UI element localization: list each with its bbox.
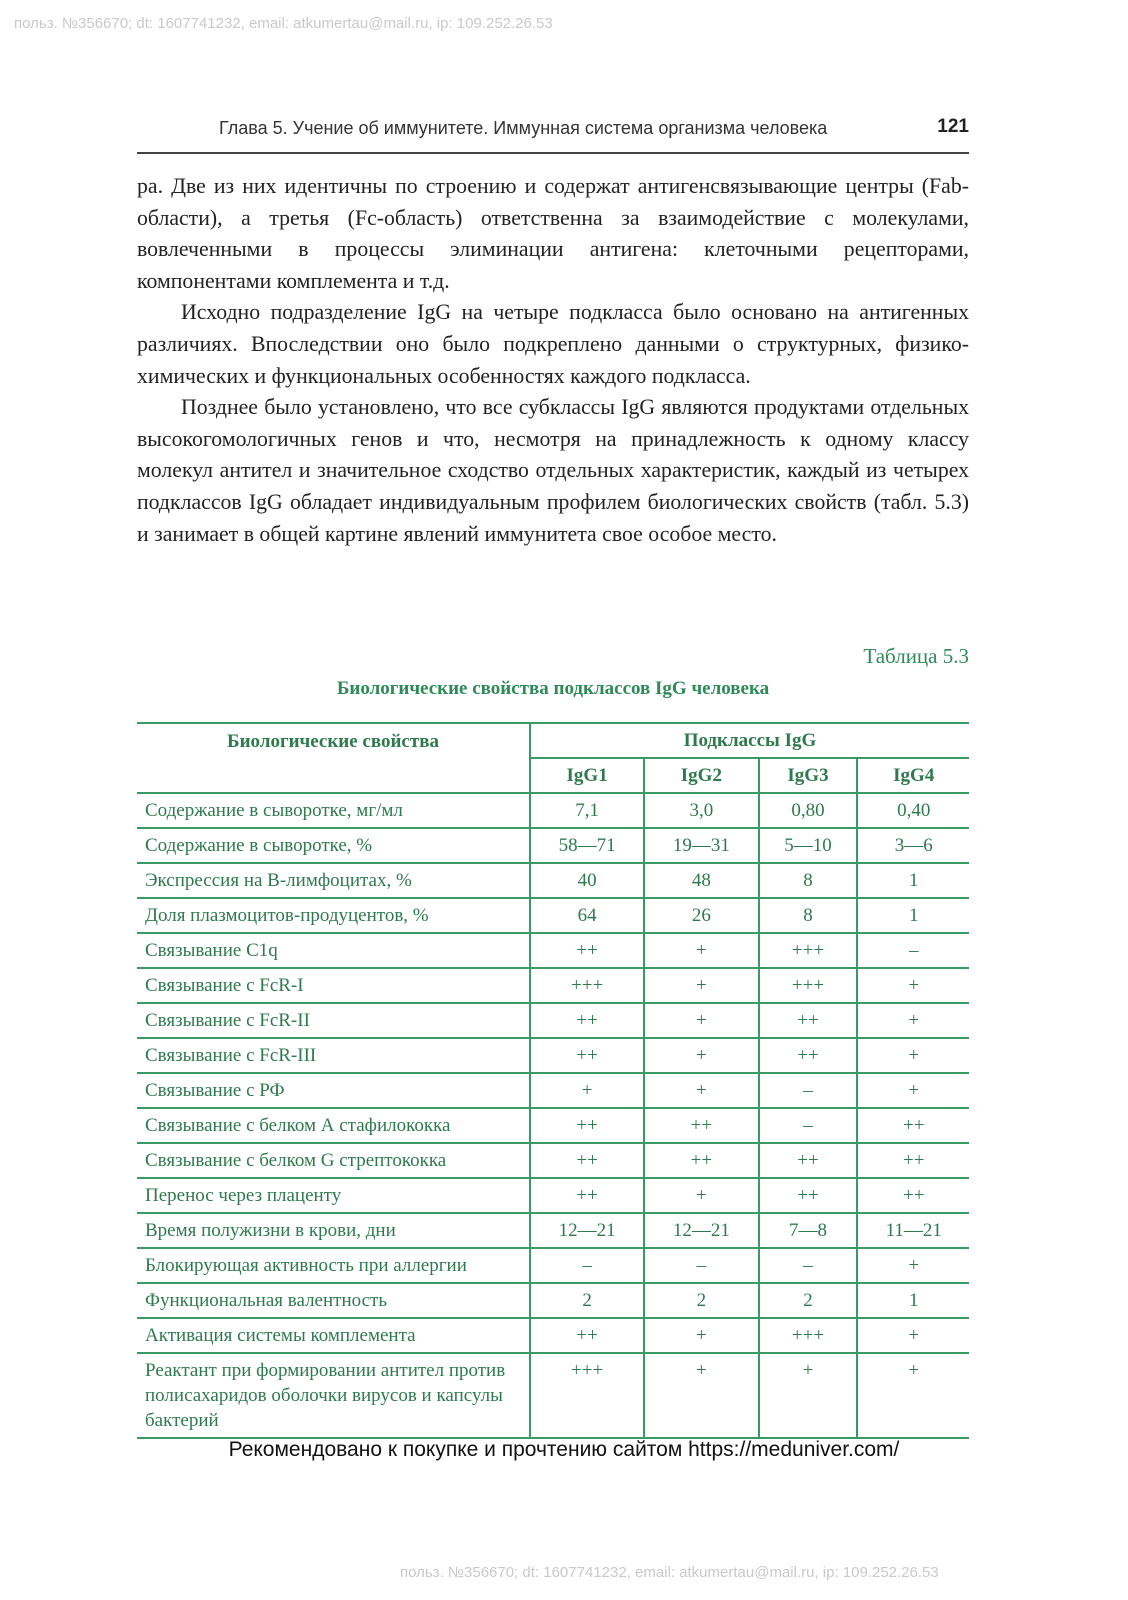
footer-recommendation: Рекомендовано к покупке и прочтению сайтом https://meduniver.com/ — [228, 1438, 900, 1461]
row-property: Содержание в сыворотке, % — [137, 828, 530, 863]
cell-value: 11—21 — [857, 1213, 969, 1248]
row-property: Связывание C1q — [137, 933, 530, 968]
cell-value: ++ — [530, 1108, 644, 1143]
table-row — [137, 1003, 969, 1038]
table-row — [137, 1213, 969, 1248]
table-row — [137, 1108, 969, 1143]
cell-value: ++ — [857, 1143, 969, 1178]
header-igg2: IgG2 — [644, 758, 758, 793]
cell-value: 0,40 — [857, 793, 969, 828]
cell-value: ++ — [644, 1143, 758, 1178]
cell-value: + — [857, 1248, 969, 1283]
cell-value: 3,0 — [644, 793, 758, 828]
row-property: Доля плазмоцитов-продуцентов, % — [137, 898, 530, 933]
table-row — [137, 1248, 969, 1283]
cell-value: 1 — [857, 898, 969, 933]
table-row — [137, 828, 969, 863]
cell-value: – — [759, 1108, 858, 1143]
table-row — [137, 1283, 969, 1318]
table-row — [137, 793, 969, 828]
watermark-top: польз. №356670; dt: 1607741232, email: atkumertau@mail.ru, ip: 109.252.26.53 — [14, 15, 553, 32]
cell-value: + — [644, 1038, 758, 1073]
cell-value: +++ — [530, 968, 644, 1003]
table-row — [137, 1178, 969, 1213]
cell-value: ++ — [530, 1003, 644, 1038]
cell-value: + — [857, 1038, 969, 1073]
header-igg1: IgG1 — [530, 758, 644, 793]
cell-value: – — [644, 1248, 758, 1283]
paragraph: Исходно подразделение IgG на четыре подкласса было основано на антигенных различиях. Впоследствии оно было подкреплено данными о структурных, физико-химических и функциональных особенностях каждого подкласса. — [137, 300, 969, 388]
cell-value: + — [644, 1003, 758, 1038]
cell-value: ++ — [530, 1143, 644, 1178]
cell-value: +++ — [759, 1318, 858, 1353]
row-property: Перенос через плаценту — [137, 1178, 530, 1213]
row-property: Экспрессия на В-лимфоцитах, % — [137, 863, 530, 898]
chapter-title: Глава 5. Учение об иммунитете. Иммунная система организма человека — [219, 118, 828, 138]
cell-value: +++ — [759, 933, 858, 968]
paragraph: ра. Две из них идентичны по строению и содержат антигенсвязывающие центры (Fab-области), а третья (Fc-область) ответственна за взаимодействие с молекулами, вовлеченными в процессы элиминации антигена: клеточными рецепторами, компонентами комплемента и т.д. — [137, 174, 969, 293]
cell-value: + — [857, 1003, 969, 1038]
cell-value: ++ — [759, 1143, 858, 1178]
table-row — [137, 1038, 969, 1073]
row-property: Связывание с FcR-II — [137, 1003, 530, 1038]
table-row — [137, 898, 969, 933]
table-header-row — [137, 723, 969, 758]
cell-value: ++ — [759, 1038, 858, 1073]
row-property: Активация системы комплемента — [137, 1318, 530, 1353]
cell-value: ++ — [857, 1178, 969, 1213]
cell-value: + — [759, 1353, 858, 1438]
row-property: Связывание с белком G стрептококка — [137, 1143, 530, 1178]
cell-value: + — [857, 1353, 969, 1438]
row-property: Связывание с белком А стафилококка — [137, 1108, 530, 1143]
cell-value: – — [759, 1248, 858, 1283]
cell-value: + — [644, 968, 758, 1003]
row-property: Функциональная валентность — [137, 1283, 530, 1318]
cell-value: ++ — [759, 1178, 858, 1213]
body-text — [137, 171, 969, 550]
running-head — [137, 114, 969, 154]
table-row — [137, 863, 969, 898]
cell-value: 1 — [857, 1283, 969, 1318]
cell-value: + — [857, 1073, 969, 1108]
cell-value: 3—6 — [857, 828, 969, 863]
cell-value: +++ — [530, 1353, 644, 1438]
cell-value: ++ — [530, 933, 644, 968]
cell-value: ++ — [530, 1318, 644, 1353]
cell-value: 64 — [530, 898, 644, 933]
cell-value: 19—31 — [644, 828, 758, 863]
header-property: Биологические свойства — [137, 723, 530, 793]
cell-value: +++ — [759, 968, 858, 1003]
table-row — [137, 933, 969, 968]
header-subclasses: Подклассы IgG — [530, 723, 969, 758]
cell-value: + — [857, 968, 969, 1003]
cell-value: ++ — [530, 1038, 644, 1073]
row-property: Связывание с FcR-III — [137, 1038, 530, 1073]
cell-value: 2 — [530, 1283, 644, 1318]
cell-value: 48 — [644, 863, 758, 898]
cell-value: 2 — [759, 1283, 858, 1318]
table-label: Таблица 5.3 — [863, 644, 969, 668]
row-property: Связывание с FcR-I — [137, 968, 530, 1003]
table-row — [137, 1073, 969, 1108]
table-row — [137, 1353, 969, 1438]
page-number: 121 — [937, 116, 969, 137]
cell-value: + — [644, 1318, 758, 1353]
cell-value: 12—21 — [644, 1213, 758, 1248]
cell-value: 12—21 — [530, 1213, 644, 1248]
row-property: Содержание в сыворотке, мг/мл — [137, 793, 530, 828]
cell-value: ++ — [857, 1108, 969, 1143]
cell-value: + — [644, 933, 758, 968]
row-property: Блокирующая активность при аллергии — [137, 1248, 530, 1283]
cell-value: + — [644, 1178, 758, 1213]
properties-table — [137, 722, 969, 1439]
cell-value: ++ — [530, 1178, 644, 1213]
cell-value: 2 — [644, 1283, 758, 1318]
cell-value: + — [644, 1073, 758, 1108]
row-property: Время полужизни в крови, дни — [137, 1213, 530, 1248]
cell-value: 8 — [759, 863, 858, 898]
cell-value: 58—71 — [530, 828, 644, 863]
cell-value: 1 — [857, 863, 969, 898]
cell-value: – — [530, 1248, 644, 1283]
header-igg3: IgG3 — [759, 758, 858, 793]
watermark-bottom: польз. №356670; dt: 1607741232, email: atkumertau@mail.ru, ip: 109.252.26.53 — [400, 1564, 939, 1581]
cell-value: 0,80 — [759, 793, 858, 828]
cell-value: 7—8 — [759, 1213, 858, 1248]
cell-value: 8 — [759, 898, 858, 933]
cell-value: + — [857, 1318, 969, 1353]
header-igg4: IgG4 — [857, 758, 969, 793]
cell-value: 7,1 — [530, 793, 644, 828]
cell-value: ++ — [644, 1108, 758, 1143]
paragraph: Позднее было установлено, что все субклассы IgG являются продуктами отдельных высокогомологичных генов и что, несмотря на принадлежность к одному классу молекул антител и значительное сходство отдельных характеристик, каждый из четырех подклассов IgG обладает индивидуальным профилем биологических свойств (табл. 5.3) и занимает в общей картине явлений иммунитета свое особое место. — [137, 395, 969, 546]
table-row — [137, 1143, 969, 1178]
cell-value: 5—10 — [759, 828, 858, 863]
cell-value: + — [530, 1073, 644, 1108]
row-property: Реактант при формировании антител против полисахаридов оболочки вирусов и капсулы бактерий — [137, 1353, 530, 1438]
table-row — [137, 1318, 969, 1353]
cell-value: – — [759, 1073, 858, 1108]
cell-value: 26 — [644, 898, 758, 933]
cell-value: ++ — [759, 1003, 858, 1038]
row-property: Связывание с РФ — [137, 1073, 530, 1108]
cell-value: – — [857, 933, 969, 968]
table-row — [137, 968, 969, 1003]
cell-value: + — [644, 1353, 758, 1438]
table-title: Биологические свойства подклассов IgG человека — [336, 678, 770, 699]
cell-value: 40 — [530, 863, 644, 898]
